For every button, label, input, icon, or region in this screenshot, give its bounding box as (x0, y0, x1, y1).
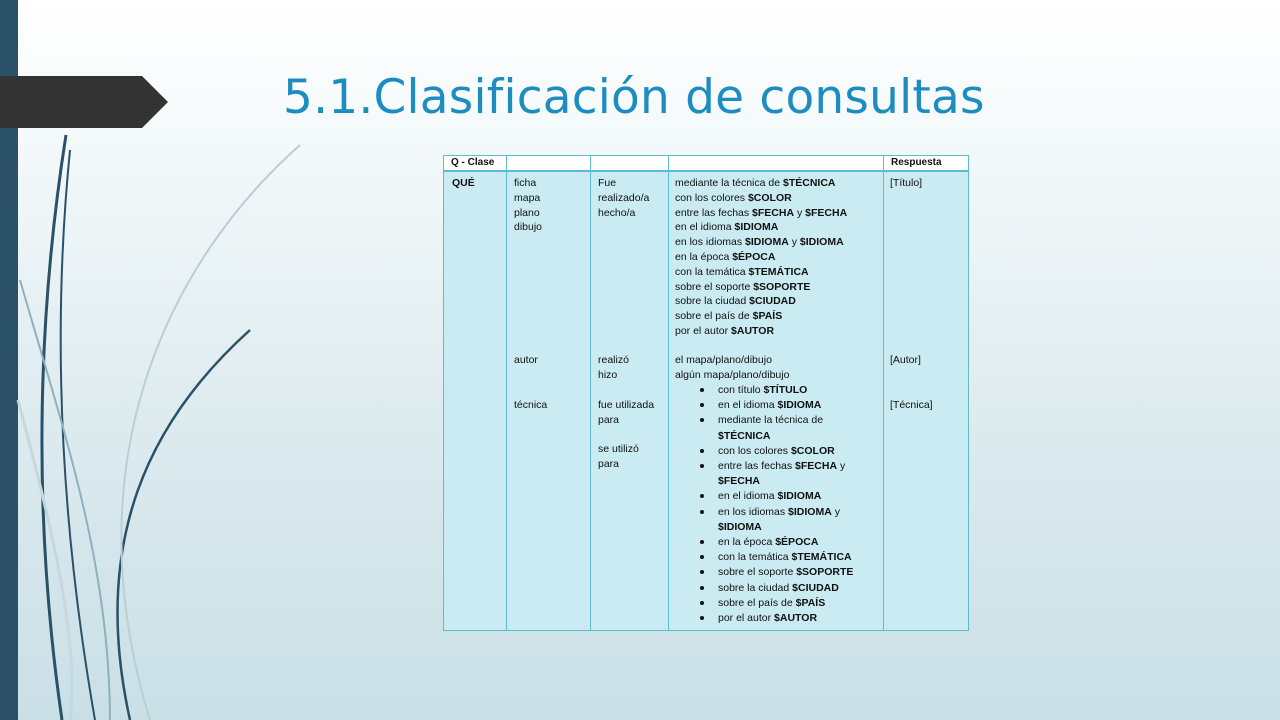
target-line: algún mapa/plano/dibujo (675, 368, 790, 381)
object-item: mapa (514, 191, 541, 204)
condition-variable: $PAÍS (752, 310, 783, 323)
verb-item: se utilizó (598, 443, 639, 456)
verb-list-1 (598, 176, 649, 220)
condition-variable: $ÉPOCA (732, 250, 776, 263)
table-border-col3 (668, 155, 669, 631)
condition-text: entre las fechas (675, 206, 753, 219)
condition-line (696, 383, 856, 398)
condition-text: por el autor (718, 612, 775, 625)
condition-text: en la época (675, 250, 733, 263)
condition-conjunction: y (788, 236, 800, 249)
condition-line (696, 459, 856, 489)
condition-line (675, 206, 847, 221)
object-item: plano (514, 206, 540, 219)
condition-variable: $SOPORTE (796, 566, 854, 579)
condition-text: sobre el país de (675, 310, 753, 323)
condition-variable: $COLOR (790, 444, 835, 457)
condition-line (675, 250, 847, 265)
condition-text: entre las fechas (718, 460, 796, 473)
condition-line (696, 413, 856, 443)
condition-variable: $IDIOMA (777, 399, 822, 412)
condition-variable: $FECHA (795, 460, 838, 473)
condition-line (696, 550, 856, 565)
condition-variable: $COLOR (747, 191, 792, 204)
condition-text: con los colores (675, 191, 748, 204)
table-border-right (968, 155, 969, 631)
condition-variable: $AUTOR (731, 324, 775, 337)
condition-variable: $ÉPOCA (775, 536, 819, 549)
condition-text: sobre la ciudad (718, 581, 793, 594)
condition-variable: $IDIOMA (788, 505, 832, 518)
condition-line (675, 191, 847, 206)
condition-variable: $TEMÁTICA (791, 551, 852, 564)
condition-text: en los idiomas (675, 236, 746, 249)
condition-text: por el autor (675, 324, 732, 337)
verb-item: para (598, 413, 620, 426)
condition-text: en el idioma (718, 399, 778, 412)
verb-spacer (598, 428, 654, 443)
target-line: el mapa/plano/dibujo (675, 354, 772, 366)
condition-text: mediante la técnica de (718, 414, 824, 427)
condition-conjunction: y (837, 460, 846, 473)
condition-line (675, 309, 847, 324)
table-border-left (443, 155, 444, 631)
object-item: dibujo (514, 221, 543, 234)
condition-variable: $FECHA (718, 475, 761, 488)
condition-text: sobre el país de (718, 596, 796, 609)
condition-line (696, 611, 856, 626)
condition-variable: $CIUDAD (792, 581, 839, 594)
condition-variable: $SOPORTE (753, 280, 811, 293)
q-label: QUÉ (452, 177, 475, 189)
condition-text: con la temática (675, 265, 749, 278)
condition-variable: $PAÍS (795, 596, 826, 609)
condition-variable: $TEMÁTICA (748, 265, 809, 278)
condition-variable: $AUTOR (774, 612, 818, 625)
condition-variable: $FECHA (752, 206, 795, 219)
condition-text: en los idiomas (718, 505, 789, 518)
table-border-col2 (590, 155, 591, 631)
header-respuesta: Respuesta (891, 157, 942, 168)
condition-line (696, 444, 856, 459)
condition-text: con los colores (718, 444, 791, 457)
response-autor: [Autor] (890, 354, 921, 366)
condition-text: mediante la técnica de (675, 177, 783, 189)
condition-variable: $IDIOMA (799, 236, 844, 249)
condition-text: con la temática (718, 551, 792, 564)
condition-text: sobre la ciudad (675, 295, 750, 308)
condition-line (675, 220, 847, 235)
verb-item: realizado/a (598, 191, 650, 204)
header-q-clase: Q - Clase (451, 157, 495, 168)
condition-variable: $CIUDAD (749, 295, 796, 308)
condition-text: sobre el soporte (718, 566, 797, 579)
verb-item: Fue (598, 177, 617, 189)
condition-text: sobre el soporte (675, 280, 754, 293)
condition-variable: $FECHA (805, 206, 848, 219)
table-top-border (443, 155, 969, 156)
verb-item: realizó (598, 354, 629, 366)
objects-list (514, 176, 542, 235)
object-tecnica: técnica (514, 399, 548, 411)
condition-line (675, 265, 847, 280)
condition-text: con título (718, 384, 764, 396)
target-lines (675, 353, 789, 383)
condition-variable: $TÍTULO (763, 384, 808, 396)
table-border-col1 (506, 155, 507, 631)
bullet-conditions-list (696, 383, 856, 626)
condition-text: en la época (718, 536, 776, 549)
table-border-col4 (883, 155, 884, 631)
condition-text: en el idioma (675, 221, 735, 234)
condition-line (696, 581, 856, 596)
condition-conjunction: y (831, 505, 840, 518)
condition-text: en el idioma (718, 490, 778, 503)
condition-variable: $IDIOMA (777, 490, 822, 503)
condition-variable: $IDIOMA (734, 221, 779, 234)
condition-line (696, 535, 856, 550)
table-bottom-border (443, 630, 969, 631)
condition-line (696, 505, 856, 535)
condition-variable: $TÉCNICA (782, 177, 836, 189)
verb-item: fue utilizada (598, 399, 655, 411)
slide-title: 5.1.Clasificación de consultas (283, 70, 985, 125)
condition-conjunction: y (794, 206, 806, 219)
condition-line (696, 565, 856, 580)
verb-item: para (598, 458, 620, 471)
verb-item: hizo (598, 368, 618, 381)
condition-line (696, 398, 856, 413)
condition-line (675, 294, 847, 309)
object-autor: autor (514, 354, 538, 366)
conditions-list-1 (675, 176, 847, 339)
verb-list-autor (598, 353, 629, 383)
title-tab-shape (0, 76, 168, 128)
condition-line (696, 489, 856, 504)
condition-line (675, 280, 847, 295)
response-tecnica: [Técnica] (890, 399, 933, 411)
response-titulo: [Título] (890, 177, 923, 189)
condition-line (675, 235, 847, 250)
object-item: ficha (514, 177, 537, 189)
condition-line (675, 176, 847, 191)
verb-item: hecho/a (598, 206, 636, 219)
condition-line (675, 324, 847, 339)
condition-variable: $IDIOMA (718, 520, 762, 533)
condition-variable: $IDIOMA (745, 236, 789, 249)
verb-list-tecnica (598, 398, 654, 472)
condition-line (696, 596, 856, 611)
condition-variable: $TÉCNICA (718, 429, 771, 442)
query-classification-table (443, 155, 969, 631)
